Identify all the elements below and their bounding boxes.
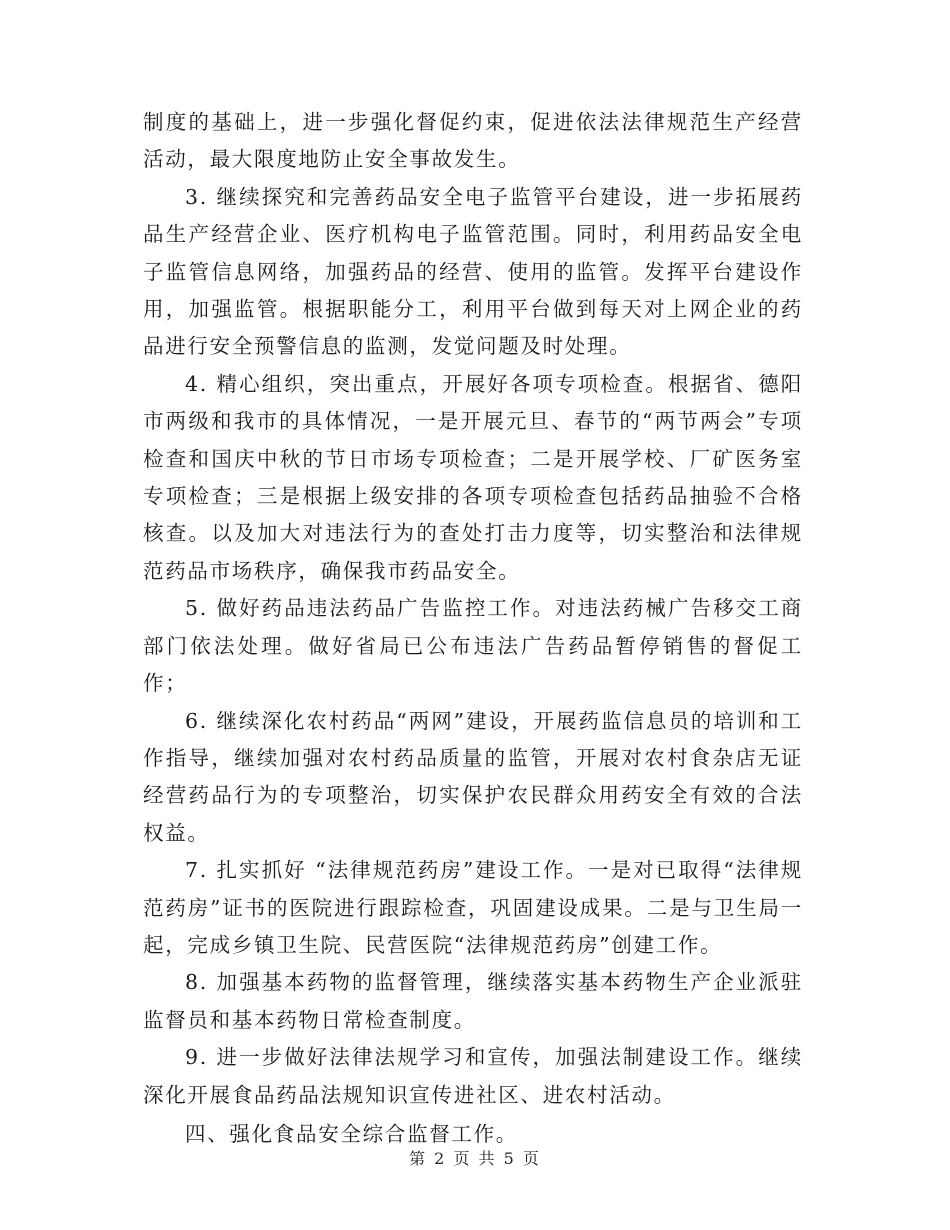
paragraph-continuation: 制度的基础上，进一步强化督促约束，促进依法法律规范生产经营活动，最大限度地防止安全事故发生。 (143, 110, 803, 172)
paragraph-item-6: 6. 继续深化农村药品“两网”建设，开展药监信息员的培训和工作指导，继续加强对农村药品质量的监管，开展对农村食杂店无证经营药品行为的专项整治，切实保护农民群众用药安全有效的合法权益。 (143, 708, 803, 845)
page-number-footer: 第 2 页 共 5 页 (409, 1149, 541, 1168)
paragraph-item-9: 9. 进一步做好法律法规学习和宣传，加强法制建设工作。继续深化开展食品药品法规知识宣传进社区、进农村活动。 (143, 1045, 803, 1107)
paragraph-item-7: 7. 扎实抓好 “法律规范药房”建设工作。一是对已取得“法律规范药房”证书的医院进行跟踪检查，巩固建设成果。二是与卫生局一起，完成乡镇卫生院、民营医院“法律规范药房”创建工作。 (143, 858, 803, 957)
paragraph-item-3: 3. 继续探究和完善药品安全电子监管平台建设，进一步拓展药品生产经营企业、医疗机构电子监管范围。同时，利用药品安全电子监管信息网络，加强药品的经营、使用的监管。发挥平台建设作用，加强监管。根据职能分工，利用平台做到每天对上网企业的药品进行安全预警信息的监测，发觉问题及时处理。 (143, 184, 803, 359)
section-heading-4: 四、强化食品安全综合监督工作。 (185, 1121, 518, 1146)
paragraph-item-4: 4. 精心组织，突出重点，开展好各项专项检查。根据省、德阳市两级和我市的具体情况，一是开展元旦、春节的“两节两会”专项检查和国庆中秋的节日市场专项检查；二是开展学校、厂矿医务室专项检查；三是根据上级安排的各项专项检查包括药品抽验不合格核查。以及加大对违法行为的查处打击力度等，切实整治和法律规范药品市场秩序，确保我市药品安全。 (143, 371, 803, 583)
paragraph-item-8: 8. 加强基本药物的监督管理，继续落实基本药物生产企业派驻监督员和基本药物日常检查制度。 (143, 970, 803, 1032)
paragraph-item-5: 5. 做好药品违法药品广告监控工作。对违法药械广告移交工商部门依法处理。做好省局已公布违法广告药品暂停销售的督促工作； (143, 596, 803, 696)
document-body (143, 104, 803, 1153)
